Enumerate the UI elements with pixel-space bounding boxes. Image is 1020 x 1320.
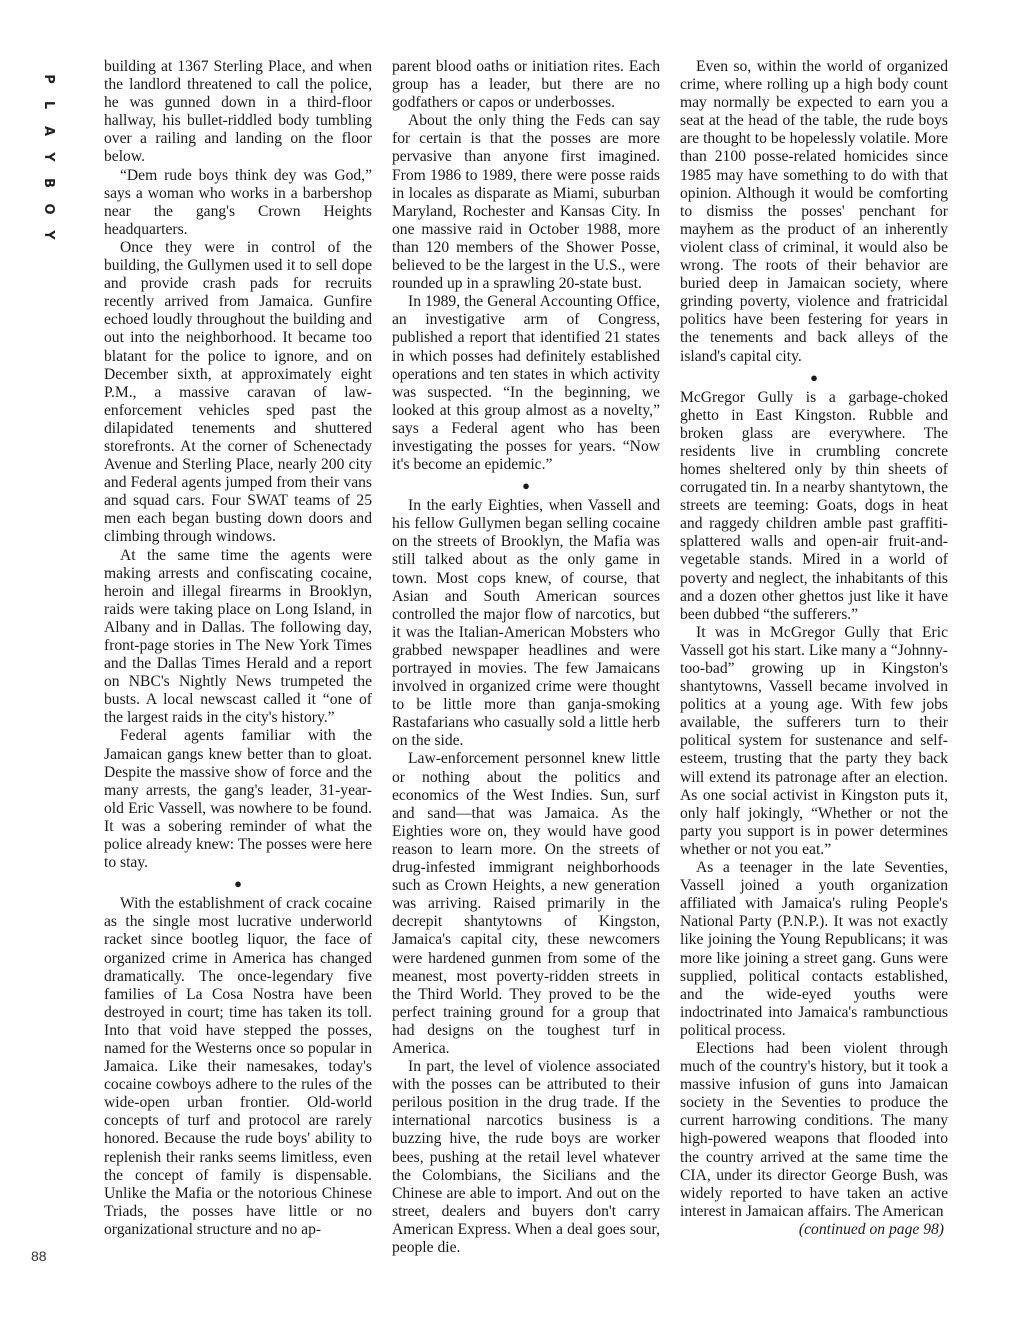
paragraph: In the early Eighties, when Vassell and his fellow Gullymen began selling cocaine on the streets of Brooklyn, the Mafia was still talked about as the only game in town. Most cops knew, of course, that Asian and South American sources controlled the major flow of narcotics, but it was the Italian-American Mobsters who grabbed newspaper headlines and were portrayed in movies. The few Jamaicans involved in organized crime were thought to be little more than ganja-smoking Rastafarians who casually sold a little herb on the side. bbox=[392, 497, 660, 750]
paragraph: It was in McGregor Gully that Eric Vassell got his start. Like many a “Johnny-too-bad” growing up in Kingston's shantytowns, Vassell became involved in politics at a young age. With few jobs available, the sufferers turn to their political system for sustenance and self-esteem, trusting that the party they back will extend its patronage after an election. As one social activist in Kingston puts it, only half jokingly, “Whether or not the party you support is in power determines whether or not you eat.” bbox=[680, 623, 948, 858]
paragraph: Law-enforcement personnel knew little or nothing about the politics and economics of the West Indies. Sun, surf and sand—that was Jamaica. As the Eighties wore on, they would have good reason to learn more. On the streets of drug-infested immigrant neighborhoods such as Crown Heights, a new generation was arriving. Raised primarily in the decrepit shantytowns of Kingston, Jamaica's capital city, these newcomers were hardened gunmen from some of the meanest, most poverty-ridden streets in the Third World. They proved to be the perfect training ground for a group that had designs on the toughest turf in America. bbox=[392, 750, 660, 1057]
playboy-masthead bbox=[32, 66, 56, 248]
article-column-2 bbox=[392, 58, 660, 1257]
paragraph: At the same time the agents were making arrests and confiscating cocaine, heroin and illegal firearms in Brooklyn, raids were taking place on Long Island, in Albany and in Dallas. The following day, front-page stories in The New York Times and the Dallas Times Herald and a report on NBC's Nightly News trumpeted the busts. A local newscast called it “one of the largest raids in the city's history.” bbox=[104, 546, 372, 727]
article-column-1 bbox=[104, 58, 372, 1239]
section-break-bullet: ● bbox=[522, 478, 530, 494]
section-break-bullet: ● bbox=[234, 876, 242, 892]
masthead-letter: Y bbox=[41, 152, 56, 162]
masthead-letter: L bbox=[41, 100, 56, 110]
paragraph: McGregor Gully is a garbage-choked ghetto in East Kingston. Rubble and broken glass are everywhere. The residents live in crumbling concrete homes sheltered only by thin sheets of corrugated tin. In a nearby shantytown, the streets are teeming: Goats, dogs in heat and raggedy children amble past graffiti-splattered walls and open-air fruit-and-vegetable stands. Mired in a world of poverty and neglect, the inhabitants of this and a dozen other ghettos just like it have been dubbed “the sufferers.” bbox=[680, 388, 948, 623]
section-break-bullet: ● bbox=[810, 369, 818, 385]
paragraph: In part, the level of violence associated with the posses can be attributed to their perilous position in the drug trade. If the international narcotics business is a buzzing hive, the rude boys are worker bees, pushing at the retail level whatever the Colombians, the Sicilians and the Chinese are able to import. And out on the street, dealers and buyers don't carry American Express. When a deal goes sour, people die. bbox=[392, 1058, 660, 1256]
masthead-letter: A bbox=[41, 125, 56, 137]
masthead-letter: Y bbox=[41, 230, 56, 240]
continued-line: (continued on page 98) bbox=[798, 1220, 944, 1238]
page-number: 88 bbox=[31, 1248, 47, 1264]
paragraph: building at 1367 Sterling Place, and when the landlord threatened to call the police, he was gunned down in a third-floor hallway, his bullet-riddled body tumbling over a railing and landing on the floor below. bbox=[104, 58, 372, 166]
paragraph: In 1989, the General Accounting Office, an investigative arm of Congress, published a report that identified 21 states in which posses had definitely established operations and ten states in which activity was suspected. “In the beginning, we looked at this group almost as a novelty,” says a Federal agent who has been investigating the posses for years. “Now it's become an epidemic.” bbox=[392, 293, 660, 474]
paragraph: parent blood oaths or initiation rites. Each group has a leader, but there are no godfathers or capos or underbosses. bbox=[392, 58, 660, 112]
masthead-letter: O bbox=[41, 203, 56, 215]
masthead-letter: B bbox=[41, 178, 56, 188]
article-column-3 bbox=[680, 58, 948, 1239]
paragraph: Once they were in control of the building, the Gullymen used it to sell dope and provide crash pads for recruits recently arrived from Jamaica. Gunfire echoed loudly throughout the building and out into the neighborhood. It became too blatant for the police to ignore, and on December sixth, at approximately eight P.M., a massive caravan of law-enforcement vehicles sped past the dilapidated tenements and shuttered storefronts. At the corner of Schenectady Avenue and Sterling Place, nearly 200 city and Federal agents jumped from their vans and squad cars. Four SWAT teams of 25 men each began busting down doors and climbing through windows. bbox=[104, 238, 372, 546]
paragraph: Even so, within the world of organized crime, where rolling up a high body count may normally be expected to earn you a seat at the head of the table, the rude boys are thought to be hopelessly volatile. More than 2100 posse-related homicides since 1985 may have something to do with that opinion. Although it would be comforting to dismiss the posses' penchant for mayhem as the product of an inherently violent class of criminal, it would also be wrong. The roots of their behavior are buried deep in Jamaican society, where grinding poverty, violence and fratricidal politics have been festering for years in the tenements and back alleys of the island's capital city. bbox=[680, 58, 948, 365]
masthead-letter: P bbox=[41, 74, 56, 84]
paragraph: With the establishment of crack cocaine as the single most lucrative underworld racket since bootleg liquor, the face of organized crime in America has changed dramatically. The once-legendary five families of La Cosa Nostra have been destroyed in court; time has taken its toll. Into that void have stepped the posses, named for the Westerns once so popular in Jamaica. Like their namesakes, today's cocaine cowboys adhere to the rules of the wide-open urban frontier. Old-world concepts of turf and protocol are rarely honored. Because the rude boys' ability to replenish their ranks seems limitless, even the concept of family is dispensable. Unlike the Mafia or the notorious Chinese Triads, the posses have little or no organizational structure and no ap- bbox=[104, 895, 372, 1238]
paragraph: About the only thing the Feds can say for certain is that the posses are more pervasive than anyone first imagined. From 1986 to 1989, there were posse raids in locales as disparate as Miami, suburban Maryland, Rochester and Kansas City. In one massive raid in October 1988, more than 120 members of the Shower Posse, believed to be the largest in the U.S., were rounded up in a sprawling 20-state bust. bbox=[392, 112, 660, 293]
paragraph: As a teenager in the late Seventies, Vassell joined a youth organization affiliated with Jamaica's ruling People's National Party (P.N.P.). It was not exactly like joining the Young Republicans; it was more like joining a street gang. Guns were supplied, political contacts established, and the wide-eyed youths were indoctrinated into Jamaica's rambunctious political process. bbox=[680, 859, 948, 1039]
paragraph: Federal agents familiar with the Jamaican gangs knew better than to gloat. Despite the massive show of force and the many arrests, the gang's leader, 31-year-old Eric Vassell, was nowhere to be found. It was a sobering reminder of what the police already knew: The posses were here to stay. bbox=[104, 727, 372, 872]
paragraph: “Dem rude boys think dey was God,” says a woman who works in a barbershop near the gang's Crown Heights headquarters. bbox=[104, 166, 372, 238]
paragraph: Elections had been violent through much of the country's history, but it took a massive infusion of guns into Jamaican society in the Seventies to produce the current harrowing conditions. The many high-powered weapons that flooded into the country arrived at the same time the CIA, under its director George Bush, was widely reported to have taken an active interest in Jamaican affairs. The American bbox=[680, 1039, 948, 1220]
